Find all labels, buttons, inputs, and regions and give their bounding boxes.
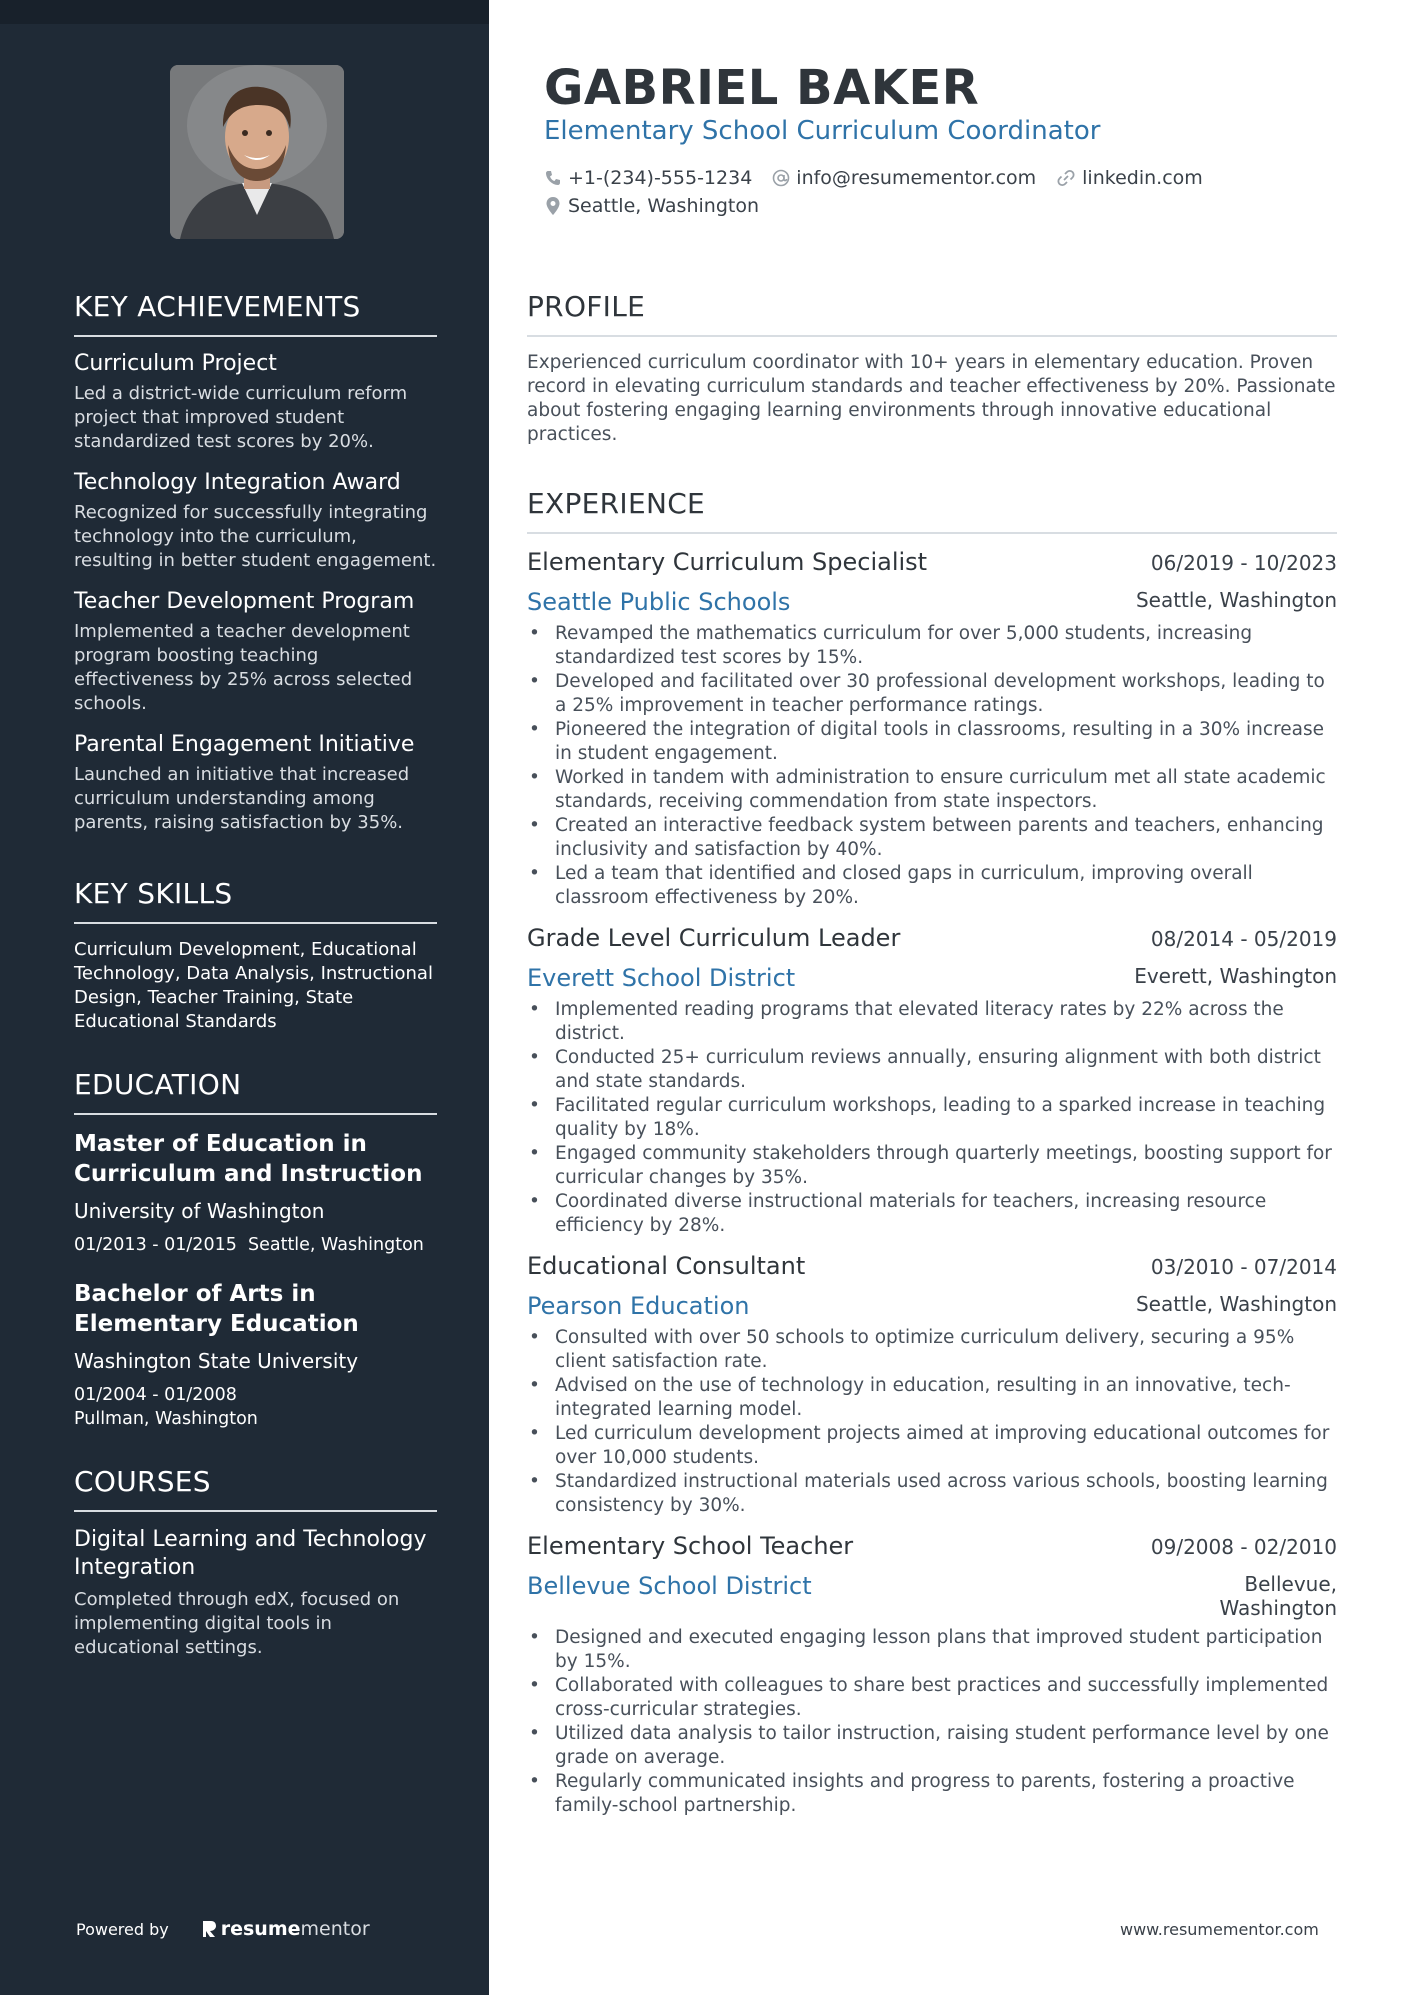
education-heading: EDUCATION xyxy=(74,1068,437,1115)
job-location-line1: Bellevue, xyxy=(1244,1572,1337,1596)
job-title: Educational Consultant xyxy=(527,1252,806,1280)
portrait-icon xyxy=(170,65,344,239)
achievement-item xyxy=(74,470,437,573)
job-bullet: • Led curriculum development projects aimed at improving educational outcomes for over 10,000 students. xyxy=(527,1422,1337,1470)
achievement-title: Parental Engagement Initiative xyxy=(74,732,415,757)
education-location: Seattle, Washington xyxy=(247,1235,424,1255)
education-dates: 01/2013 - 01/2015 xyxy=(74,1235,237,1255)
profile-heading: PROFILE xyxy=(527,290,1337,337)
job-bullet: • Worked in tandem with administration to ensure curriculum met all state academic standards, receiving commendation from state inspectors. xyxy=(527,766,1337,814)
job-location xyxy=(1219,1572,1337,1620)
powered-by-label: Powered by xyxy=(76,1919,169,1939)
contact-email[interactable] xyxy=(772,167,1036,189)
course-desc: Completed through edX, focused on implementing digital tools in educational settings. xyxy=(74,1589,400,1658)
job-bullet: • Consulted with over 50 schools to optimize curriculum delivery, securing a 95% client satisfaction rate. xyxy=(527,1326,1337,1374)
achievements-heading: KEY ACHIEVEMENTS xyxy=(74,290,437,337)
job-dates: 09/2008 - 02/2010 xyxy=(1150,1535,1337,1559)
job-bullet: • Advised on the use of technology in education, resulting in an innovative, tech-integrated learning model. xyxy=(527,1374,1337,1422)
education-item xyxy=(74,1279,437,1431)
education-degree: Master of Education in Curriculum and Instruction xyxy=(74,1131,423,1187)
achievement-desc: Led a district-wide curriculum reform project that improved student standardized test scores by 20%. xyxy=(74,383,408,452)
job-bullet: • Coordinated diverse instructional materials for teachers, increasing resource efficiency by 28%. xyxy=(527,1190,1337,1238)
achievement-desc: Recognized for successfully integrating technology into the curriculum, resulting in better student engagement. xyxy=(74,502,437,571)
profile-photo xyxy=(170,65,344,239)
job-bullet: • Conducted 25+ curriculum reviews annually, ensuring alignment with both district and state standards. xyxy=(527,1046,1337,1094)
job-title: Elementary School Teacher xyxy=(527,1532,854,1560)
job-bullets xyxy=(527,998,1337,1238)
education-school: University of Washington xyxy=(74,1199,325,1223)
footer-site-link[interactable]: www.resumementor.com xyxy=(1120,1920,1319,1939)
job-bullets xyxy=(527,1626,1337,1818)
contact-linkedin[interactable] xyxy=(1056,167,1203,189)
profile-section xyxy=(527,290,1337,447)
job-company: Pearson Education xyxy=(527,1292,750,1320)
education-meta xyxy=(74,1233,437,1257)
experience-section xyxy=(527,487,1337,1818)
job-bullet: • Facilitated regular curriculum workshops, leading to a sparked increase in teaching quality by 18%. xyxy=(527,1094,1337,1142)
job-entry xyxy=(527,924,1337,1238)
job-bullets xyxy=(527,1326,1337,1518)
job-bullet: • Led a team that identified and closed gaps in curriculum, improving overall classroom effectiveness by 20%. xyxy=(527,862,1337,910)
achievement-item xyxy=(74,732,437,835)
education-item xyxy=(74,1129,437,1257)
job-bullet: • Created an interactive feedback system between parents and teachers, enhancing inclusivity and satisfaction by 40%. xyxy=(527,814,1337,862)
job-bullet: • Developed and facilitated over 30 professional development workshops, leading to a 25% improvement in teacher performance ratings. xyxy=(527,670,1337,718)
contact-location xyxy=(544,195,759,217)
courses-heading: COURSES xyxy=(74,1465,437,1512)
job-company: Everett School District xyxy=(527,964,796,992)
brand-logo[interactable] xyxy=(201,1918,370,1940)
contact-phone[interactable] xyxy=(544,167,752,189)
job-entry xyxy=(527,548,1337,910)
resumementor-logo-icon xyxy=(201,1919,217,1939)
job-company: Bellevue School District xyxy=(527,1572,812,1600)
job-title: Elementary Curriculum Specialist xyxy=(527,548,928,576)
achievement-title: Curriculum Project xyxy=(74,351,277,376)
location-text: Seattle, Washington xyxy=(568,195,759,217)
achievement-item xyxy=(74,589,437,716)
link-icon xyxy=(1056,169,1076,187)
sidebar-content xyxy=(74,290,437,1660)
skills-list: Curriculum Development, Educational Technology, Data Analysis, Instructional Design, Teacher Training, State Educational Standards xyxy=(74,939,433,1032)
email-text: info@resumementor.com xyxy=(796,167,1037,189)
education-school: Washington State University xyxy=(74,1349,359,1373)
job-bullet: • Pioneered the integration of digital tools in classrooms, resulting in a 30% increase in student engagement. xyxy=(527,718,1337,766)
achievement-title: Technology Integration Award xyxy=(74,470,401,495)
achievement-item xyxy=(74,351,437,454)
job-dates: 06/2019 - 10/2023 xyxy=(1150,551,1337,575)
location-pin-icon xyxy=(544,196,562,216)
job-company: Seattle Public Schools xyxy=(527,588,791,616)
job-title: Grade Level Curriculum Leader xyxy=(527,924,901,952)
achievement-title: Teacher Development Program xyxy=(74,589,415,614)
contact-info xyxy=(544,164,1244,220)
powered-by xyxy=(76,1918,370,1940)
course-title: Digital Learning and Technology Integration xyxy=(74,1527,427,1580)
job-bullet: • Revamped the mathematics curriculum for over 5,000 students, increasing standardized test scores by 15%. xyxy=(527,622,1337,670)
course-item xyxy=(74,1526,437,1660)
achievement-desc: Implemented a teacher development program boosting teaching effectiveness by 25% across selected schools. xyxy=(74,621,413,714)
job-location: Seattle, Washington xyxy=(1135,1292,1337,1316)
skills-heading: KEY SKILLS xyxy=(74,877,437,924)
experience-heading: EXPERIENCE xyxy=(527,487,1337,534)
job-location: Seattle, Washington xyxy=(1135,588,1337,612)
education-location: Pullman, Washington xyxy=(74,1409,258,1429)
brand-light: mentor xyxy=(300,1918,370,1940)
job-bullet: • Standardized instructional materials used across various schools, boosting learning consistency by 30%. xyxy=(527,1470,1337,1518)
job-bullet: • Implemented reading programs that elevated literacy rates by 22% across the district. xyxy=(527,998,1337,1046)
education-degree: Bachelor of Arts in Elementary Education xyxy=(74,1281,359,1337)
job-bullet: • Regularly communicated insights and progress to parents, fostering a proactive family-school partnership. xyxy=(527,1770,1337,1818)
brand-bold: resume xyxy=(220,1918,301,1940)
profile-text: Experienced curriculum coordinator with 10+ years in elementary education. Proven record in elevating curriculum standards and teacher effectiveness by 20%. Passionate about fostering engaging learning environments through innovative educational practices. xyxy=(527,352,1336,445)
sidebar xyxy=(0,0,489,1995)
job-bullet: • Designed and executed engaging lesson plans that improved student participation by 15%. xyxy=(527,1626,1337,1674)
education-meta xyxy=(74,1383,437,1431)
phone-text: +1-(234)-555-1234 xyxy=(568,167,753,189)
job-dates: 08/2014 - 05/2019 xyxy=(1150,927,1337,951)
job-location: Everett, Washington xyxy=(1134,964,1337,988)
phone-icon xyxy=(544,169,562,187)
candidate-role: Elementary School Curriculum Coordinator xyxy=(544,116,1101,146)
job-bullets xyxy=(527,622,1337,910)
job-bullet: • Collaborated with colleagues to share best practices and successfully implemented cross-curricular strategies. xyxy=(527,1674,1337,1722)
job-bullet: • Utilized data analysis to tailor instruction, raising student performance level by one grade on average. xyxy=(527,1722,1337,1770)
achievement-desc: Launched an initiative that increased curriculum understanding among parents, raising satisfaction by 35%. xyxy=(74,764,410,833)
at-icon xyxy=(772,169,790,187)
education-dates: 01/2004 - 01/2008 xyxy=(74,1385,237,1405)
candidate-name: GABRIEL BAKER xyxy=(544,60,980,116)
job-location-line2: Washington xyxy=(1219,1596,1337,1620)
job-dates: 03/2010 - 07/2014 xyxy=(1150,1255,1337,1279)
job-bullet: • Engaged community stakeholders through quarterly meetings, boosting support for curricular changes by 35%. xyxy=(527,1142,1337,1190)
linkedin-text: linkedin.com xyxy=(1082,167,1203,189)
job-entry xyxy=(527,1532,1337,1818)
job-entry xyxy=(527,1252,1337,1518)
sidebar-top-band xyxy=(0,0,489,24)
